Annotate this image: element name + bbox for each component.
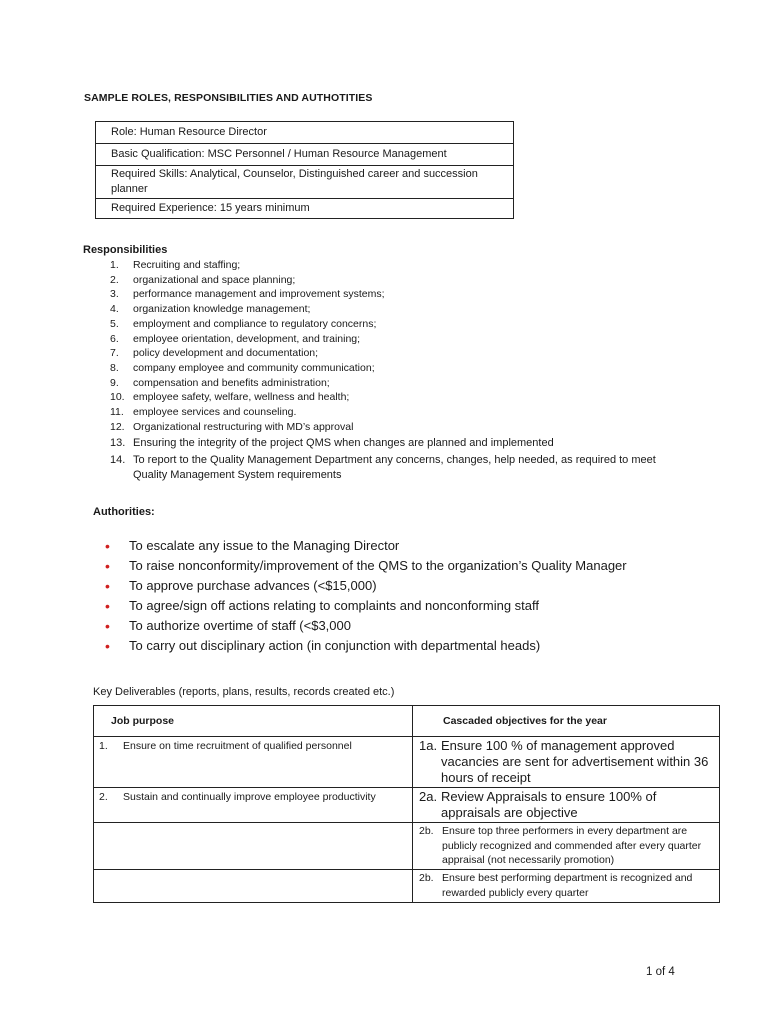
list-item: • To agree/sign off actions relating to complaints and nonconforming staff — [105, 598, 539, 614]
list-item: 4. organization knowledge management; — [110, 303, 311, 316]
authorities-list — [105, 536, 627, 656]
table-row: 2b. Ensure best performing department is recognized and rewarded publicly every quarter — [94, 870, 720, 902]
list-item: 6. employee orientation, development, and training; — [110, 332, 361, 345]
responsibilities-list — [110, 258, 690, 483]
document-title: SAMPLE ROLES, RESPONSIBILITIES AND AUTHOTITIES — [84, 92, 373, 104]
objective-text: Ensure best performing department is recognized and rewarded publicly every quarter — [442, 872, 693, 899]
table-row: 2. Sustain and continually improve employee productivity 2a. Review Appraisals to ensure 100% of appraisals are objective — [94, 788, 720, 823]
objective-text: Ensure top three performers in every department are publicly recognized and commended after every quarter appraisal (not necessarily promotion) — [442, 825, 702, 867]
list-item: 11. employee services and counseling. — [110, 406, 297, 419]
page-number: 1 of 4 — [646, 966, 675, 978]
bullet-icon: • — [105, 578, 110, 594]
key-deliverables-table — [93, 705, 720, 903]
qualification-cell: Basic Qualification: MSC Personnel / Human Resource Management — [96, 144, 514, 166]
authorities-heading: Authorities: — [93, 506, 155, 518]
table-header-row — [94, 706, 720, 737]
key-deliverables-caption: Key Deliverables (reports, plans, results, records created etc.) — [93, 686, 395, 698]
list-item: • To escalate any issue to the Managing Director — [105, 538, 400, 554]
objective-text: Review Appraisals to ensure 100% of appraisals are objective — [441, 789, 657, 820]
experience-cell: Required Experience: 15 years minimum — [96, 199, 514, 219]
list-item: 1. Recruiting and staffing; — [110, 259, 241, 271]
job-purpose-header: Job purpose — [94, 706, 413, 737]
list-item: • To raise nonconformity/improvement of the QMS to the organization’s Quality Manager — [105, 558, 627, 574]
bullet-icon: • — [105, 638, 110, 654]
skills-cell: Required Skills: Analytical, Counselor, Distinguished career and succession planner — [96, 166, 514, 199]
bullet-icon: • — [105, 598, 110, 614]
responsibilities-heading: Responsibilities — [83, 244, 168, 256]
list-item: 10. employee safety, welfare, wellness and health; — [110, 391, 350, 404]
role-table — [95, 121, 514, 219]
purpose-text: Sustain and continually improve employee productivity — [123, 791, 376, 803]
list-item: 8. company employee and community communication; — [110, 361, 375, 374]
list-item: • To authorize overtime of staff (<$3,000 — [105, 618, 351, 634]
objectives-header: Cascaded objectives for the year — [413, 706, 720, 737]
table-row: 2b. Ensure top three performers in every department are publicly recognized and commended after every quarter appraisal (not necessarily promotion) — [94, 823, 720, 870]
bullet-icon: • — [105, 538, 110, 554]
bullet-icon: • — [105, 558, 110, 574]
list-item: 12. Organizational restructuring with MD’s approval — [110, 420, 354, 433]
list-item: 14. To report to the Quality Management Department any concerns, changes, help needed, as required to meet Quality Management System requirements — [110, 454, 656, 482]
list-item: • To carry out disciplinary action (in conjunction with departmental heads) — [105, 638, 541, 654]
objective-text: Ensure 100 % of management approved vacancies are sent for advertisement within 36 hours of receipt — [441, 738, 709, 785]
table-row: 1. Ensure on time recruitment of qualified personnel 1a. Ensure 100 % of management approved vacancies are sent for advertisement within 36 hours of receipt — [94, 737, 720, 788]
list-item: 2. organizational and space planning; — [110, 273, 296, 286]
list-item: 13. Ensuring the integrity of the project QMS when changes are planned and implemented — [110, 437, 554, 450]
list-item: 7. policy development and documentation; — [110, 347, 319, 360]
list-item: 3. performance management and improvement systems; — [110, 288, 385, 301]
list-item: 9. compensation and benefits administration; — [110, 376, 330, 389]
purpose-text: Ensure on time recruitment of qualified personnel — [123, 740, 352, 752]
list-item: • To approve purchase advances (<$15,000) — [105, 578, 377, 594]
role-cell: Role: Human Resource Director — [96, 122, 514, 144]
bullet-icon: • — [105, 618, 110, 634]
list-item: 5. employment and compliance to regulatory concerns; — [110, 317, 377, 330]
